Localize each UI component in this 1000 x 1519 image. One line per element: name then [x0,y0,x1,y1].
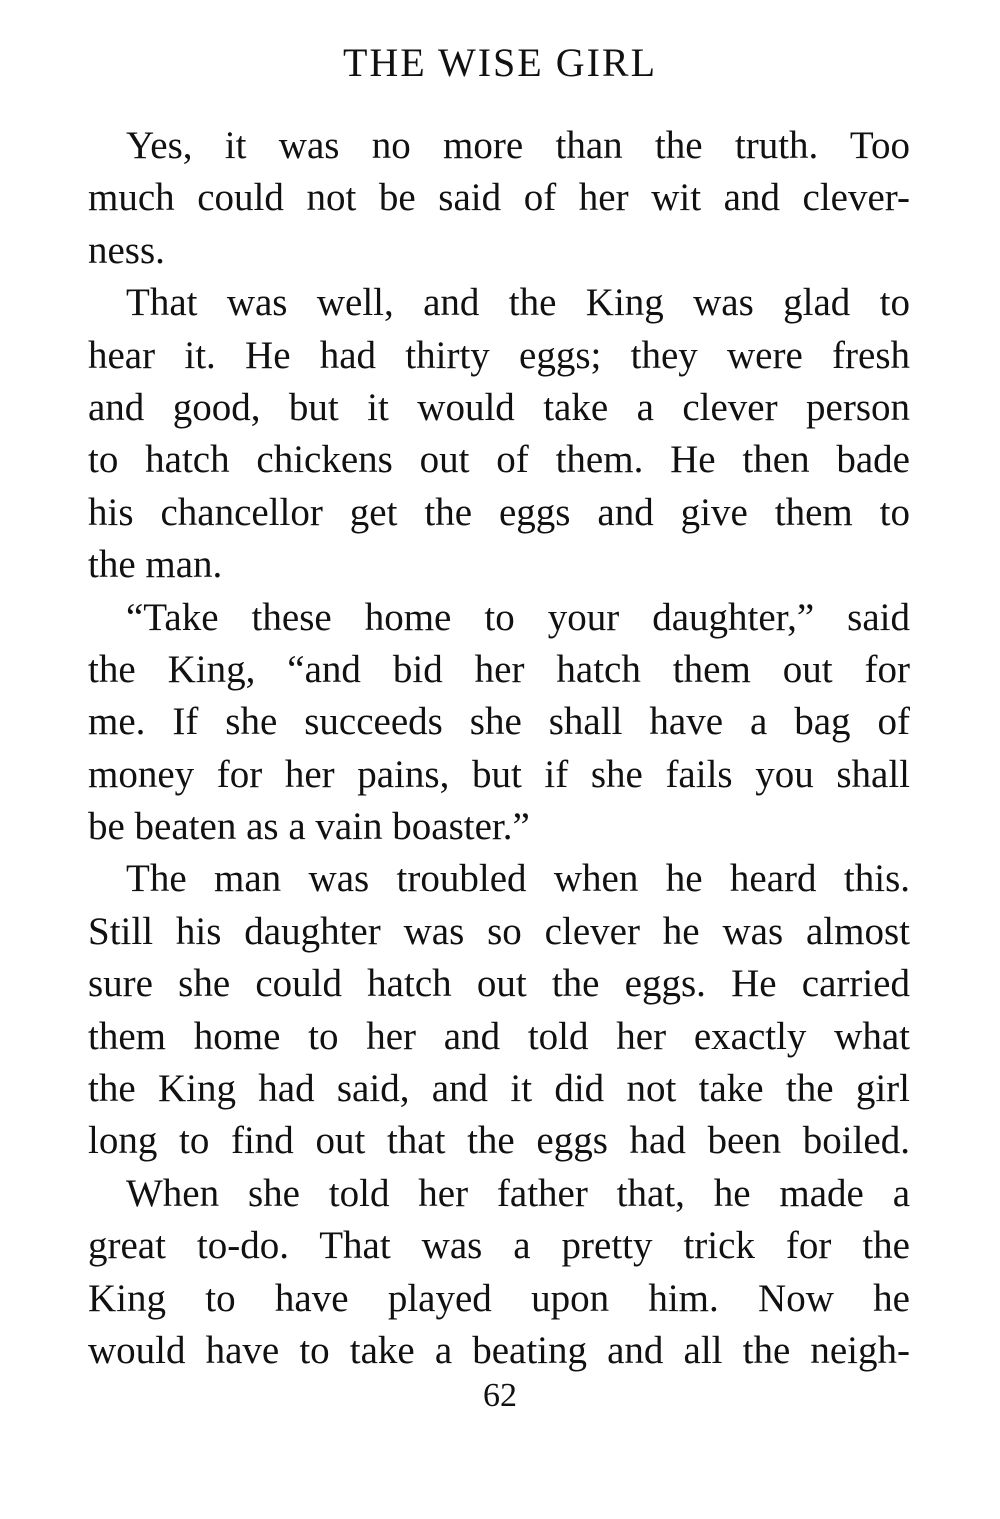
text-line: ness. [88,228,165,272]
body-text [88,120,910,1377]
text-line: his chancellor get the eggs and give them to [88,490,910,534]
text-line: “Take these home to your daughter,” said [126,595,910,639]
text-line: be beaten as a vain boaster.” [88,805,530,849]
paragraph [88,120,910,277]
text-line: much could not be said of her wit and clever- [88,176,910,220]
running-head: THE WISE GIRL [342,40,658,85]
paragraph [88,1168,910,1378]
text-line: the King, “and bid her hatch them out for [88,647,910,691]
text-line: long to find out that the eggs had been boiled. [88,1119,910,1163]
text-line: them home to her and told her exactly what [88,1014,910,1058]
text-line: When she told her father that, he made a [126,1171,910,1215]
text-line: Still his daughter was so clever he was almost [88,909,910,953]
paragraph [88,853,910,1167]
text-line: The man was troubled when he heard this. [126,857,910,901]
paragraph [88,592,910,854]
text-line: to hatch chickens out of them. He then bade [88,438,910,482]
text-line: hear it. He had thirty eggs; they were fresh [88,333,910,377]
text-line: the man. [88,543,223,587]
text-line: would have to take a beating and all the neigh- [88,1328,910,1372]
paragraph [88,277,910,591]
page-number: 62 [483,1377,517,1414]
text-line: me. If she succeeds she shall have a bag of [88,700,910,744]
text-line: Yes, it was no more than the truth. Too [126,124,910,167]
text-line: the King had said, and it did not take the girl [88,1067,910,1111]
text-line: great to-do. That was a pretty trick for the [88,1224,910,1268]
text-line: sure she could hatch out the eggs. He carried [88,962,910,1006]
text-line: That was well, and the King was glad to [126,281,910,325]
text-line: and good, but it would take a clever person [88,385,910,429]
text-line: King to have played upon him. Now he [88,1276,910,1320]
text-line: money for her pains, but if she fails you shall [88,752,910,796]
